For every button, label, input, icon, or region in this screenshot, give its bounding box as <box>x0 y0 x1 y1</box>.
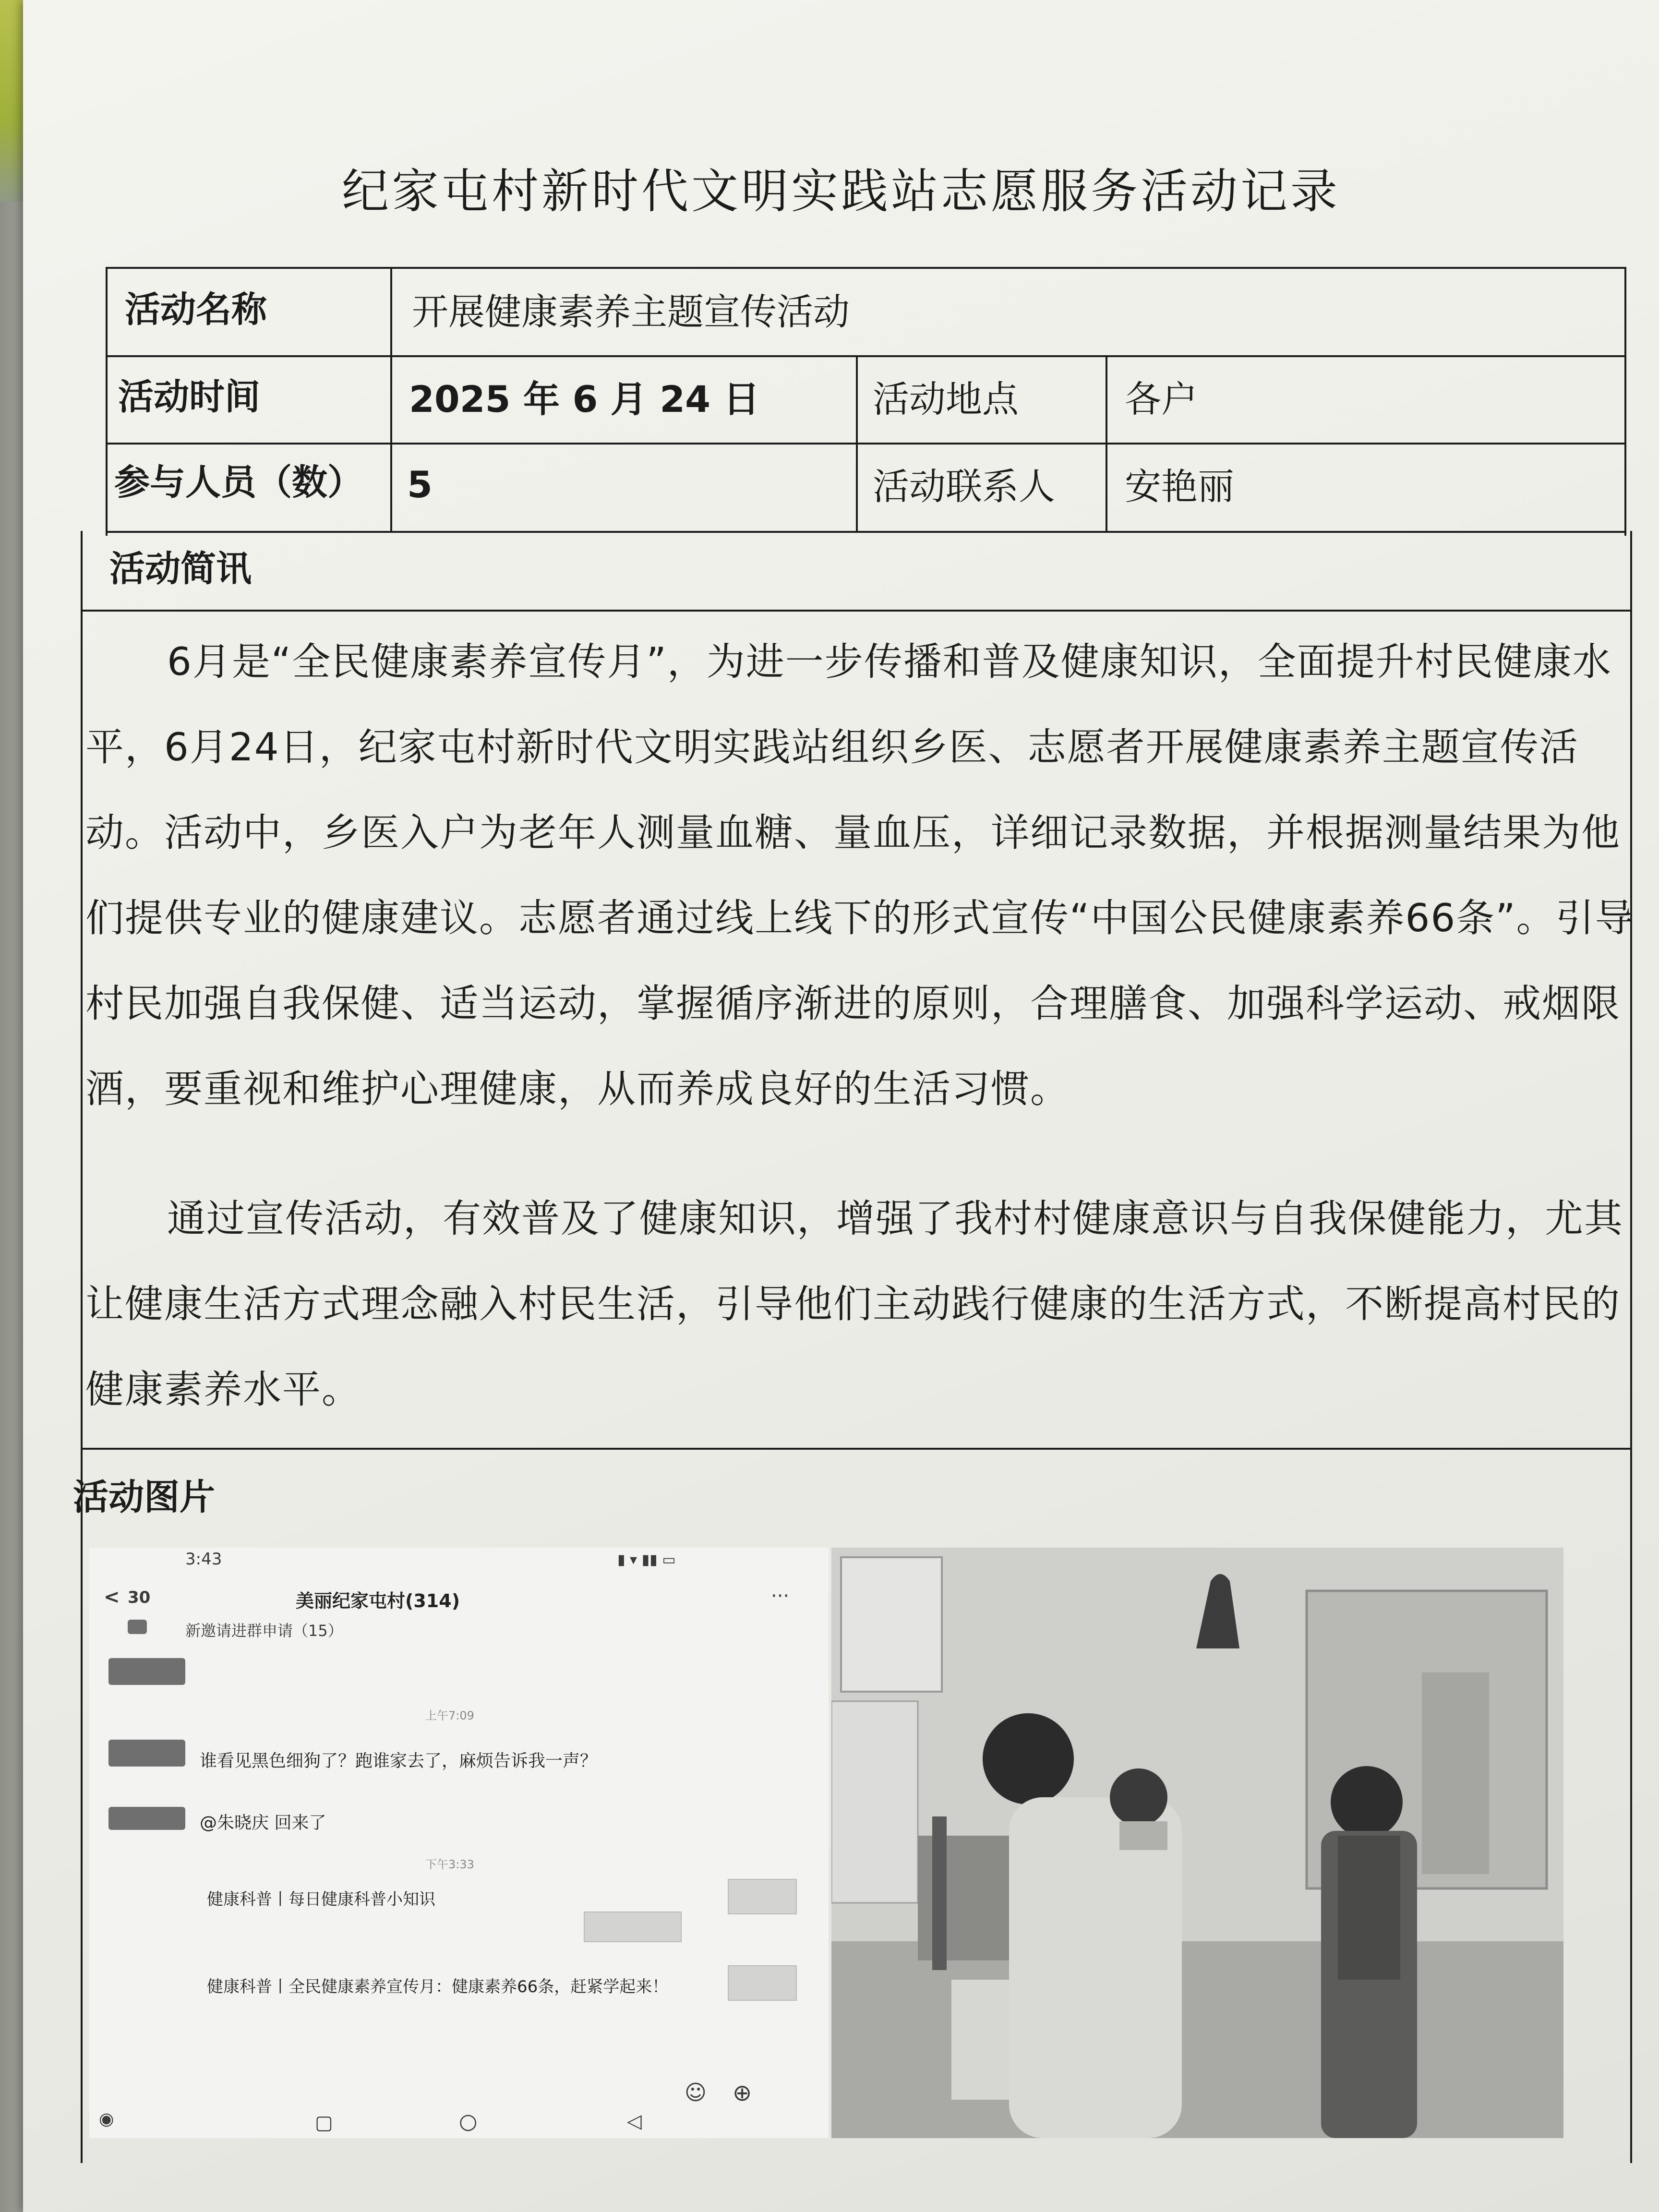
invite-notice-icon <box>128 1620 147 1634</box>
nav-recent-icon: ▢ <box>315 2112 333 2134</box>
table-row-divider-3 <box>106 531 1626 533</box>
table-border-left-lower <box>81 531 83 2163</box>
chat-avatar-2 <box>108 1740 185 1767</box>
table-border-top <box>106 267 1626 269</box>
photos-label: 活动图片 <box>73 1477 215 1518</box>
phone-status-time: 3:43 <box>185 1550 222 1569</box>
activity-time-label: 活动时间 <box>118 376 260 418</box>
summary-paragraph-1-text: 6月是“全民健康素养宣传月”，为进一步传播和普及健康知识，全面提升村民健康水平，6月24日，纪家屯村新时代文明实践站组织乡医、志愿者开展健康素养主题宣传活动。活动中，乡医入户为老年人测量血糖、量血压，详细记录数据，并根据测量结果为他们提供专业的健康建议。志愿者通过线上线下的形式宣传“中国公民健康素养66条”。引导村民加强自我保健、适当运动，掌握循序渐进的原则，合理膳食、加强科学运动、戒烟限酒，要重视和维护心理健康，从而养成良好的生活习惯。 <box>85 639 1635 1111</box>
table-row-divider-1 <box>106 355 1626 357</box>
chat-avatar-1 <box>108 1658 185 1685</box>
chat-unread-count: 30 <box>128 1588 151 1607</box>
chat-voice-icon: ◉ <box>99 2109 114 2129</box>
activity-photo-phone-screenshot <box>89 1548 829 2138</box>
nav-back-icon: ◁ <box>627 2110 642 2132</box>
participants-value: 5 <box>407 463 433 506</box>
phone-status-icons: ▮ ▾ ▮▮ ▭ <box>617 1551 676 1568</box>
chat-message-4-thumbnail <box>728 1965 797 2001</box>
chat-message-3-thumbnail <box>728 1879 797 1914</box>
contact-label: 活动联系人 <box>873 465 1055 508</box>
chat-add-icon: ⊕ <box>733 2080 752 2106</box>
chat-message-3: 健康科普丨每日健康科普小知识 <box>207 1890 435 1909</box>
activity-place-label: 活动地点 <box>873 378 1019 421</box>
activity-name-label: 活动名称 <box>125 289 267 330</box>
chat-invite-notice: 新邀请进群申请（15） <box>185 1622 343 1640</box>
chat-message-4: 健康科普丨全民健康素养宣传月：健康素养66条，赶紧学起来！ <box>207 1977 669 1996</box>
table-col-divider-3 <box>1106 355 1107 532</box>
activity-photo-home-visit <box>831 1548 1563 2138</box>
table-col-divider-2 <box>856 355 858 532</box>
chat-timestamp-1: 上午7:09 <box>425 1709 474 1722</box>
chat-more-icon: ··· <box>771 1585 790 1607</box>
table-border-left-upper <box>106 267 108 536</box>
chat-emoji-icon: ☺ <box>685 2080 707 2105</box>
chat-message-1: 谁看见黑色细狗了？跑谁家去了，麻烦告诉我一声？ <box>200 1751 598 1771</box>
summary-label: 活动简讯 <box>109 548 252 589</box>
chat-message-2: @朱晓庆 回来了 <box>200 1813 326 1833</box>
table-row-divider-4 <box>81 610 1631 612</box>
contact-value: 安艳丽 <box>1125 465 1234 508</box>
summary-paragraph-2-text: 通过宣传活动，有效普及了健康知识，增强了我村村健康意识与自我保健能力，尤其让健康生活方式理念融入村民生活，引导他们主动践行健康的生活方式，不断提高村民的健康素养水平。 <box>85 1196 1623 1412</box>
nav-home-icon: ○ <box>459 2109 478 2134</box>
document-page <box>23 0 1659 2212</box>
activity-place-value: 各户 <box>1125 378 1198 421</box>
home-visit-illustration <box>831 1548 1563 2138</box>
summary-paragraph-2 <box>85 1176 1636 1432</box>
table-row-divider-5 <box>81 1448 1631 1450</box>
chat-link-card-image <box>584 1911 682 1942</box>
chat-timestamp-2: 下午3:33 <box>425 1858 474 1871</box>
activity-name-value: 开展健康素养主题宣传活动 <box>412 290 850 333</box>
chat-back-button: < <box>104 1586 120 1608</box>
chat-group-name: 美丽纪家屯村(314) <box>296 1590 460 1611</box>
document-title: 纪家屯村新时代文明实践站志愿服务活动记录 <box>341 164 1340 219</box>
table-col-divider-1 <box>390 267 392 532</box>
table-row-divider-2 <box>106 443 1626 445</box>
activity-time-value: 2025 年 6 月 24 日 <box>409 378 760 421</box>
summary-paragraph-1 <box>85 619 1636 1132</box>
participants-label: 参与人员（数） <box>114 462 363 503</box>
table-border-right-upper <box>1624 267 1626 536</box>
chat-avatar-3 <box>108 1807 185 1830</box>
